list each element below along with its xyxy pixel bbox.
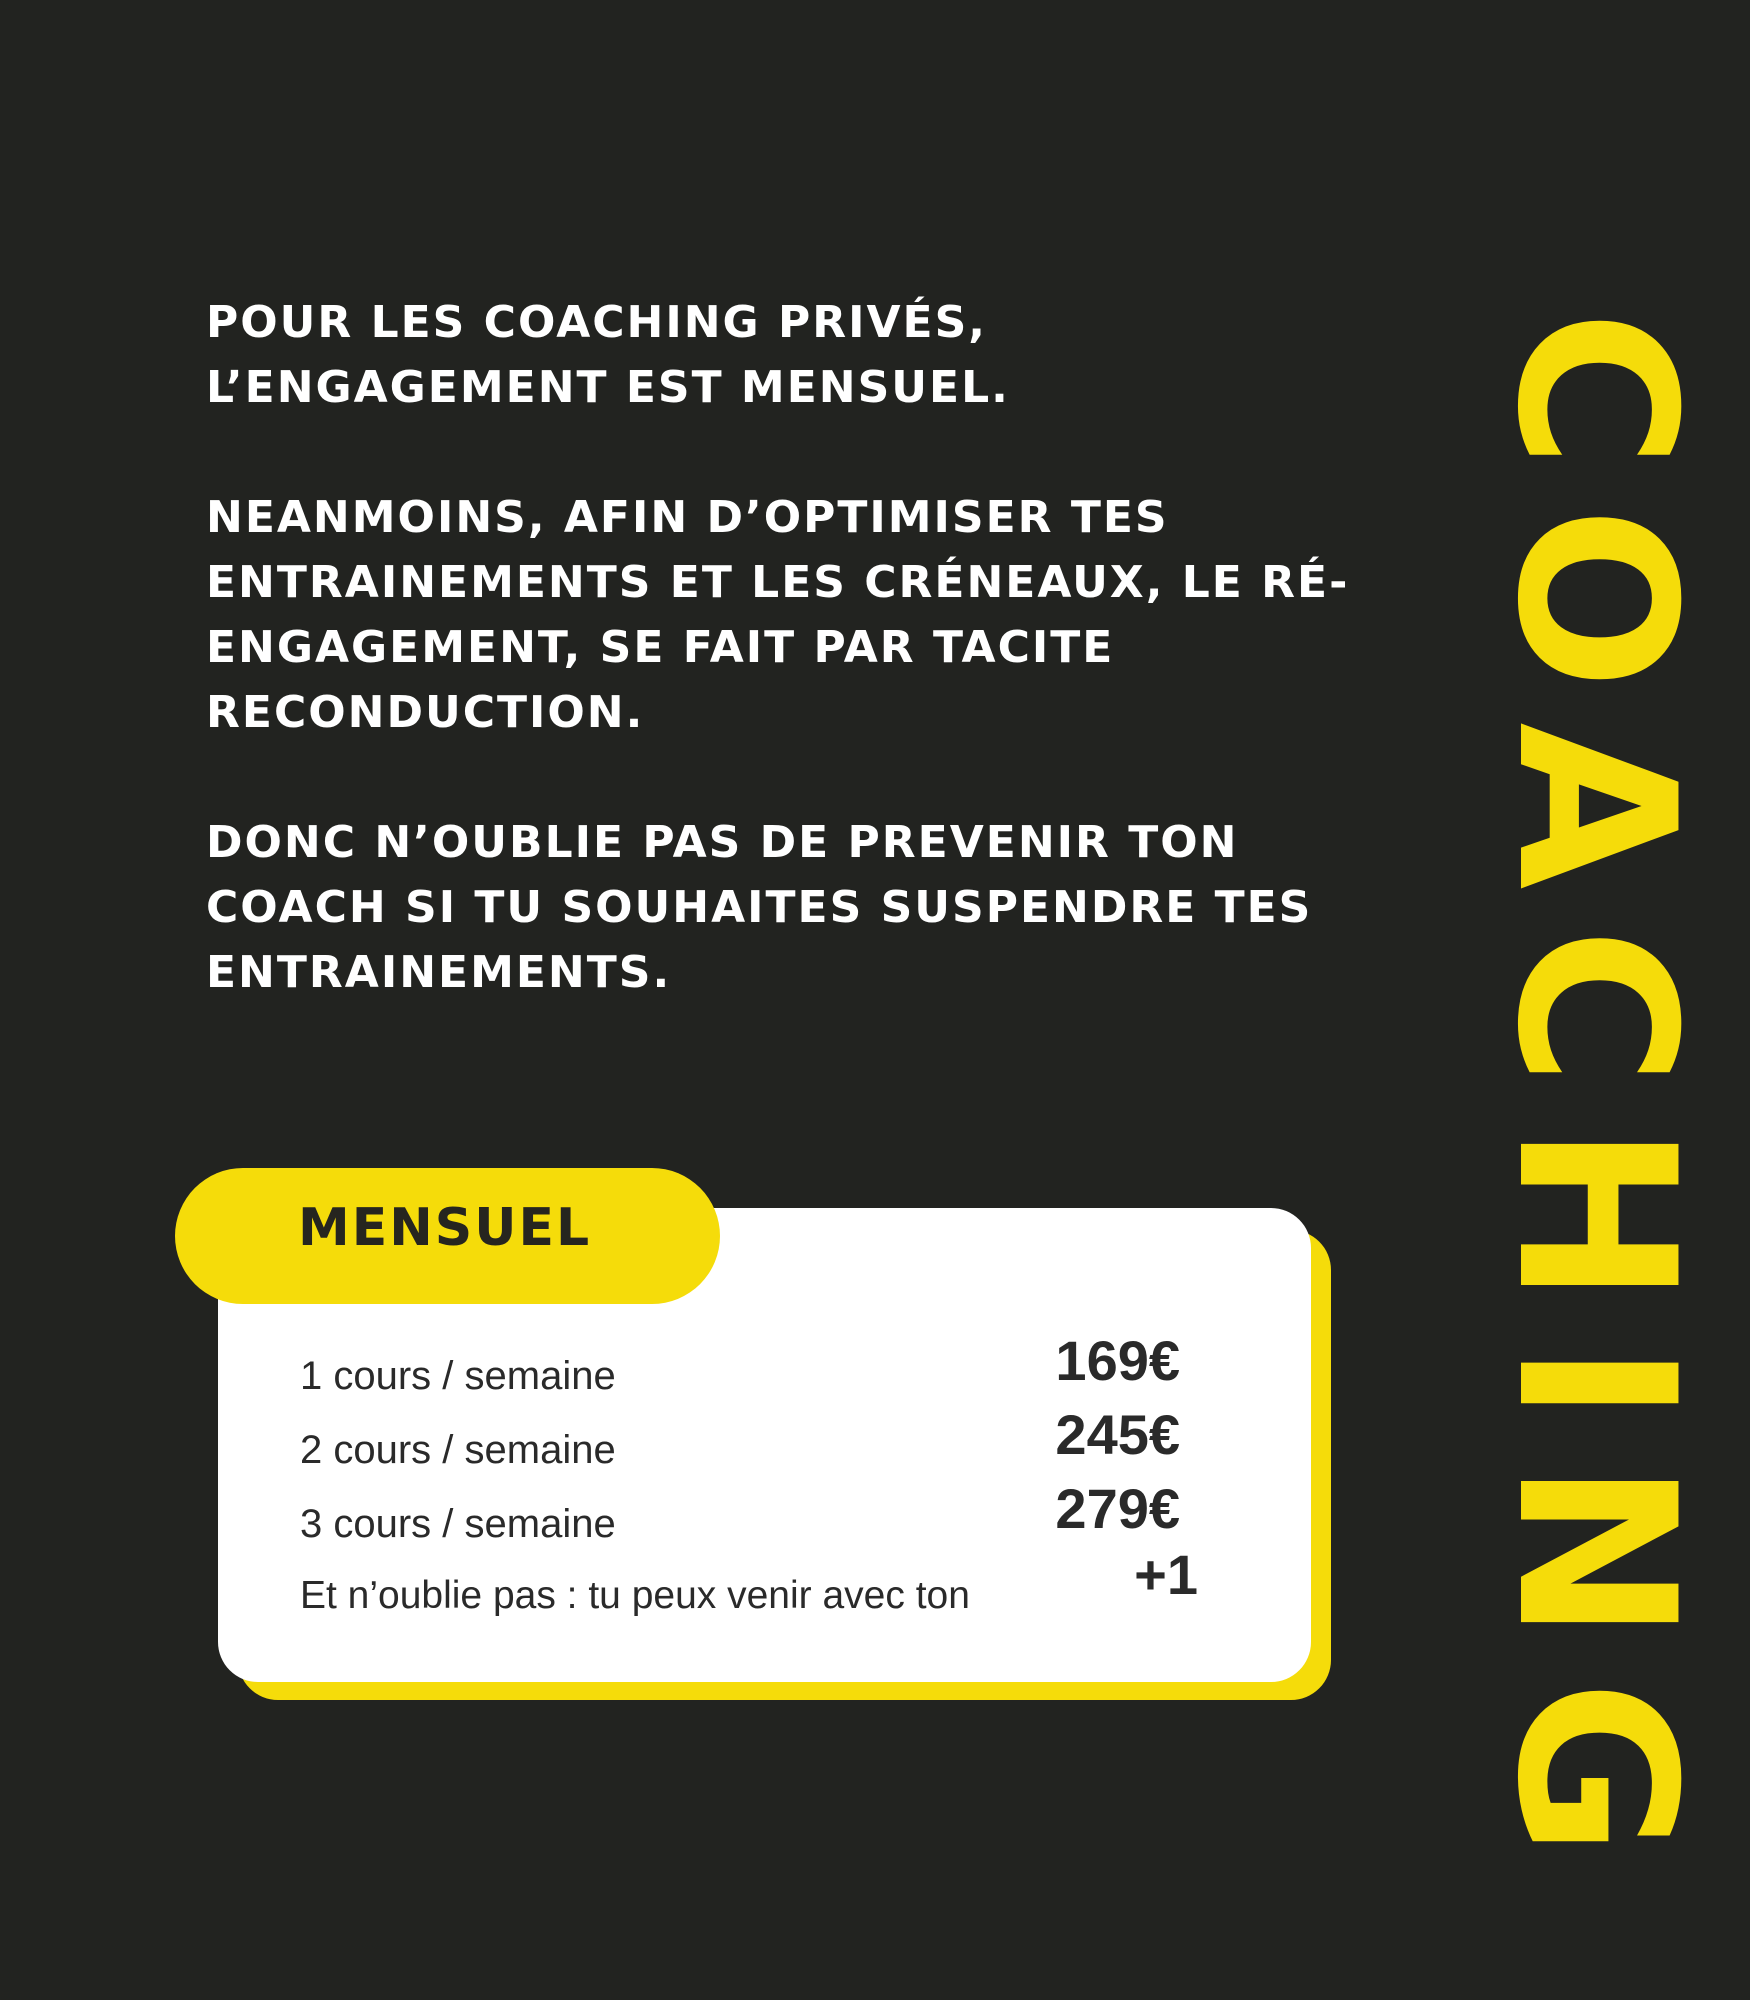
intro-text	[206, 290, 1376, 1070]
intro-paragraph-2: NEANMOINS, AFIN D’OPTIMISER TES ENTRAINEMENTS ET LES CRÉNEAUX, LE RÉ-ENGAGEMENT, SE FAIT PAR TACITE RECONDUCTION.	[206, 492, 1350, 738]
price-row-value: 169€	[1055, 1329, 1180, 1392]
price-row	[300, 1404, 1220, 1474]
price-row	[300, 1478, 1220, 1548]
price-row-value: 245€	[1055, 1403, 1180, 1466]
intro-paragraph-1: POUR LES COACHING PRIVÉS, L’ENGAGEMENT EST MENSUEL.	[206, 297, 1010, 413]
note-label: Et n’oublie pas : tu peux venir avec ton	[300, 1574, 970, 1617]
price-row-label: 1 cours / semaine	[300, 1354, 616, 1398]
price-row-label: 2 cours / semaine	[300, 1428, 616, 1472]
intro-paragraph-3: DONC N’OUBLIE PAS DE PREVENIR TON COACH SI TU SOUHAITES SUSPENDRE TES ENTRAINEMENTS.	[206, 817, 1313, 998]
pricing-tab-label: MENSUEL	[298, 1198, 592, 1258]
coaching-vertical-title: COACHING	[1470, 310, 1721, 1896]
price-row	[300, 1330, 1220, 1400]
price-row-value: 279€	[1055, 1477, 1180, 1540]
note-row	[300, 1543, 1220, 1620]
note-plus-one: +1	[1134, 1543, 1198, 1606]
pricing-tab	[175, 1168, 720, 1304]
price-row-label: 3 cours / semaine	[300, 1502, 616, 1546]
